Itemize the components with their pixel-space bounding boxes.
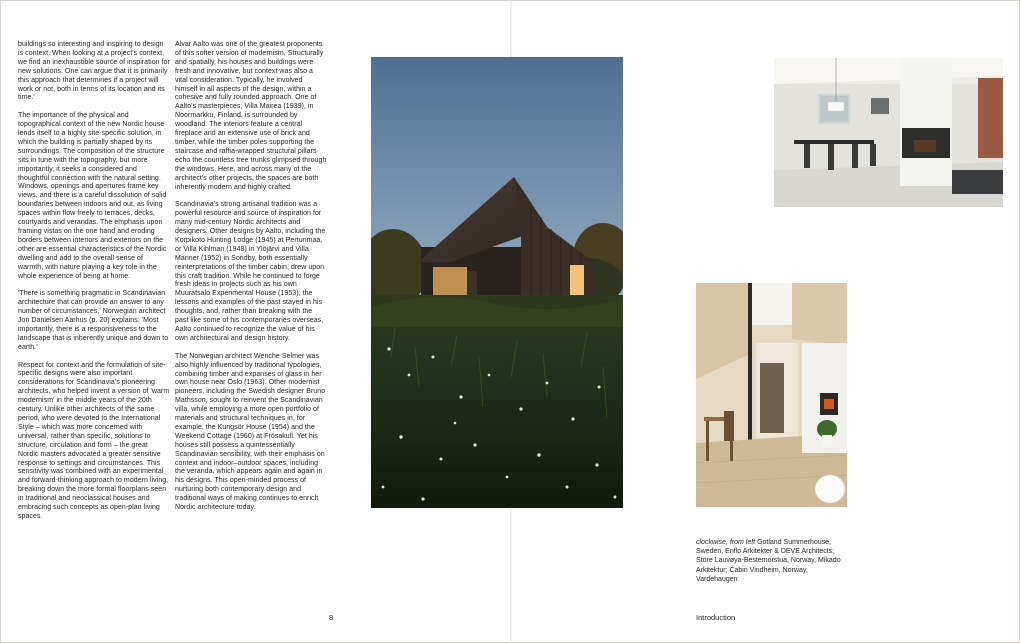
white-interior-image [774,58,1003,207]
paragraph: 'There is something pragmatic in Scandinavian architecture that can provide an answer to any number of circumstances,' Norwegian architect Jon Danielsen Aarhus (p. 20) explains. 'Most importantly, there is a responsiveness to the landscape that is inherently unique and down to earth.' [18,290,169,351]
photo-gotland-summerhouse [371,57,623,508]
page-number: 8 [329,613,334,622]
cabin-dusk-image [371,57,623,508]
section-running-footer: Introduction [696,613,736,622]
photo-caption [696,538,851,584]
paragraph: The importance of the physical and topographical context of the new Nordic house lends itself to a highly site-specific solution, in which the building is partially shaped by its surroundings. The composition of the structure sits in tune with the topography, but more importantly, it seeks a considered and thoughtful connection with the natural setting. Windows, openings and apertures frame key views, and there is a careful dissolution of solid boundaries between indoors and out, as living spaces within flow freely to terraces, decks, courtyards and verandas. The emphasis upon framing vistas on the one hand and eroding borders between interiors and exteriors on the other are essential characteristics of the Nordic dwelling and add to the overall sense of warmth, with nature playing a key role in the whole experience of being at home. [18,112,167,280]
caption-lead: clockwise, from left [696,539,756,546]
text-column-right [175,41,327,522]
photo-store-lauvoya [774,58,1003,207]
caption-text: Gotland Summerhouse, Sweden, Enflo Arkitekter & DEVE Architects; Store Lauvøya-Bestemorstua, Norway, Mikado Arkitektur; Cabin Vindheim, Norway, Vardehaugen [696,539,841,583]
paragraph: The Norwegian architect Wenche Selmer was also highly influenced by traditional typologies, combining timber and expanses of glass in her own house near Oslo (1963). Other modernist pioneers, including the Swedish designer Bruno Mathsson, sought to reinvent the Scandinavian villa, while employing a more open portfolio of materials and structural techniques in, for example, the Kungsör House (1954) and the Weekend Cottage (1960) at Frösakull. Yet his houses still possess a quintessentially Scandinavian sensibility, with their emphasis on context and indoor–outdoor spaces, including the veranda, which appears again and again in his designs. This open-minded process of nurturing both contemporary design and traditional ways of making continues to enrich Nordic architecture today. [175,352,326,512]
photo-cabin-vindheim [696,283,847,507]
timber-interior-image [696,283,847,507]
paragraph: Respect for context and the formulation of site-specific designs were also important considerations for Scandinavia's pioneering architects, who helped invent a version of 'warm modernism' in the middle years of the 20th century. Unlike other architects of the same period, who were devoted to the International Style – which was more concerned with universal, rather than specific, solutions to structure, circulation and form – the great Nordic masters advocated a greater sensitive response to settings and circumstances. This sensitivity was combined with an experimental and forward-thinking approach to modern living, breaking down the more formal floorplans seen in traditional and neoclassical houses and embracing such concepts as open-plan living spaces. [18,361,170,520]
paragraph: Alvar Aalto was one of the greatest proponents of this softer version of modernism. Structurally and spatially, his houses and buildings were fresh and innovative, but context was also a vital consideration. Typically, he involved himself in all aspects of the design, within a cohesive and fully rounded approach. One of Aalto's masterpieces, Villa Mairea (1939), in Noormarkku, Finland, is surrounded by woodland. The interiors feature a central fireplace and an extensive use of brick and timber, while the timber poles supporting the staircase and raffia-wrapped structural pillars echo the countless tree trunks glimpsed through the windows. Here, and across many of the architect's other projects, the spaces are both inherently modern and highly crafted. [175,41,327,191]
paragraph: Scandinavia's strong artisanal tradition was a powerful resource and source of inspiration for many mid-century Nordic architects and designers. Other designs by Aalto, including the Korpikoto Hunting Lodge (1945) at Pertunmaa, or Villa Kihlman (1948) in Ylöjärvi and Villa Manner (1952) in Sondby, both essentially reinterpretations of the timber cabin, drew upon this craft tradition. While he continued to forge fresh ideas in projects such as his own Muuratsalo Experimental House (1953), the lessons and examples of the past stayed in his thoughts, and, rather than breaking with the past like some of his contemporaries overseas, Aalto continued to recognize the value of his own architectural and design history. [175,201,326,342]
text-column-left [18,41,170,531]
paragraph: buildings so interesting and inspiring to design is context. When looking at a project's context, we find an inexhaustible source of inspiration for new solutions. One can argue that it is primarily this approach that determines if a project will work or not, both in terms of its location and its time.' [18,41,170,102]
